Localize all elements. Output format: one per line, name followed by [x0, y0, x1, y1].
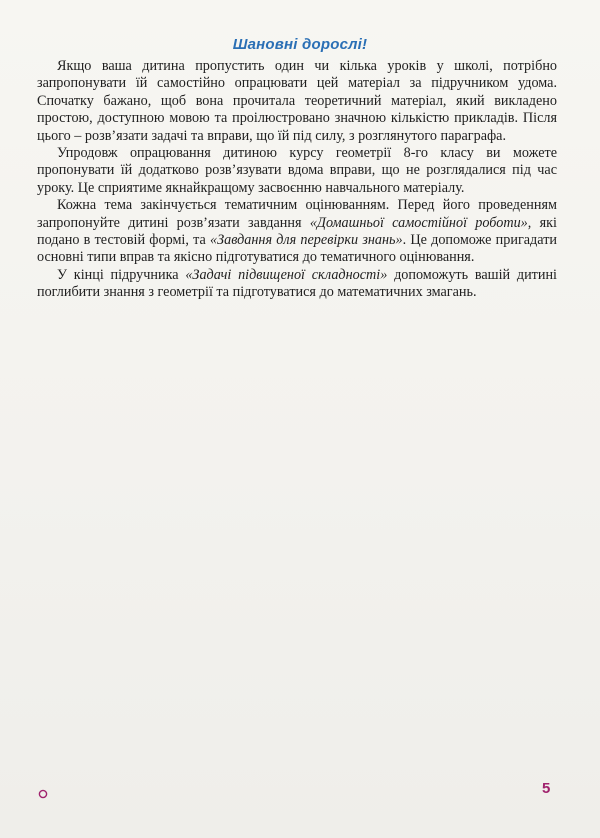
paragraph-4 [37, 267, 557, 302]
paragraph-4-italic-1: «Задачі підвищеної складності» [185, 266, 388, 283]
paragraph-2: Упродовж опрацювання дитиною курсу геометрії 8-го класу ви можете пропонувати їй додатково розв’язувати вдома вправи, що не розглядалися під час уроку. Це сприятиме якнайкращому засвоєнню навчального матеріалу. [37, 145, 557, 196]
paragraph-4-text-2: допоможуть вашій дитині поглибити знання з геометрії та підготуватися до математичних змагань. [37, 266, 557, 301]
page-heading: Шановні дорослі! [232, 36, 368, 53]
body-text [37, 58, 557, 302]
page-number: 5 [542, 780, 551, 797]
paragraph-3-italic-1: «Домашньої самостійної роботи» [309, 214, 528, 231]
footer-rule-graphic [38, 788, 538, 800]
paragraph-3-text-2: , які подано в тестовій формі, та [37, 214, 557, 249]
paragraph-3 [37, 197, 557, 267]
paragraph-3-text-3: . Це допоможе пригадати основні типи вправ та якісно підготуватися до тематичного оцінювання. [37, 232, 557, 266]
paragraph-4-text-1: У кінці підручника [57, 266, 186, 283]
paragraph-3-text-1: Кожна тема закінчується тематичним оцінюванням. Перед його проведенням запропонуйте дитині розв’язати завдання [37, 197, 557, 231]
paragraph-1: Якщо ваша дитина пропустить один чи кілька уроків у школі, потрібно запропонувати їй самостійно опрацювати цей матеріал за підручником удома. Спочатку бажано, щоб вона прочитала теоретичний матеріал, який викладено простою, доступною мовою та проілюстровано значною кількістю прикладів. Після цього – розв’язати задачі та вправи, що їй під силу, з розглянутого параграфа. [37, 58, 557, 144]
paragraph-3-italic-2: «Завдання для перевірки знань» [210, 232, 403, 249]
footer-circle-ornament [39, 790, 46, 797]
footer-rule [38, 788, 538, 800]
